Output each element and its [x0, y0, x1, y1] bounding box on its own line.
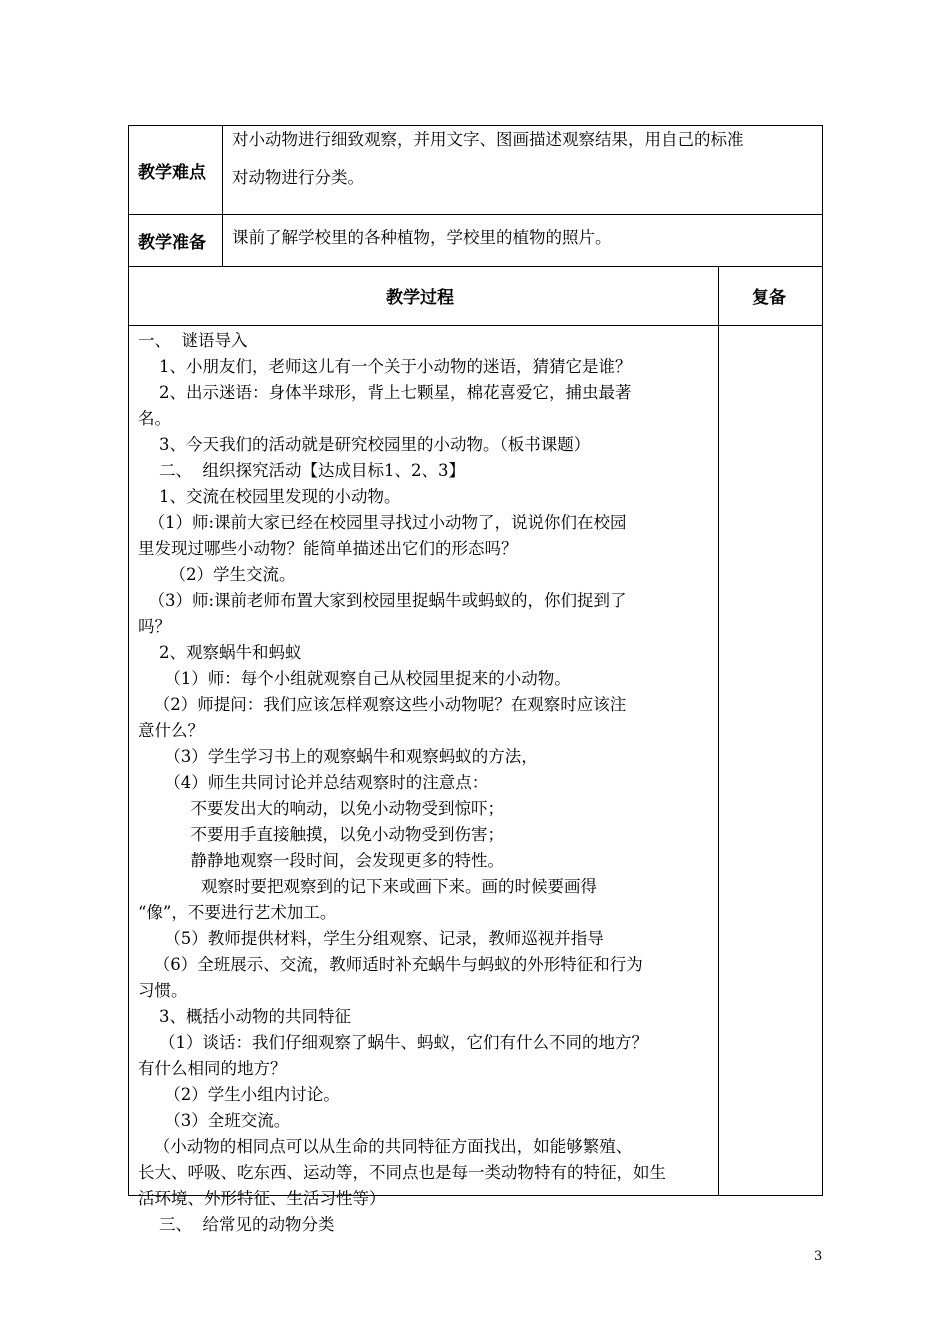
process-line: “像”，不要进行艺术加工。: [138, 903, 337, 922]
process-line: 1、小朋友们，老师这儿有一个关于小动物的迷语，猜猜它是谁？: [138, 357, 632, 376]
process-line: （3）学生学习书上的观察蜗牛和观察蚂蚁的方法，: [138, 747, 538, 766]
page-number: 3: [814, 1249, 823, 1264]
process-line: 2、观察蜗牛和蚂蚁: [138, 643, 302, 662]
preparation-text: 课前了解学校里的各种植物，学校里的植物的照片。: [232, 228, 612, 247]
process-line: 名。: [138, 409, 171, 428]
process-line: （3）师:课前老师布置大家到校园里捉蜗牛或蚂蚁的，你们捉到了: [138, 591, 627, 610]
process-line: 活环境、外形特征、生活习性等）: [138, 1189, 386, 1208]
difficulty-text-line1: 对小动物进行细致观察，并用文字、图画描述观察结果，用自己的标准: [232, 130, 744, 149]
process-line: 3、今天我们的活动就是研究校园里的小动物。（板书课题）: [138, 435, 591, 454]
process-line: （2）学生交流。: [138, 565, 296, 584]
difficulty-text-line2: 对动物进行分类。: [232, 168, 364, 187]
lesson-table: [128, 125, 823, 1234]
process-line: 观察时要把观察到的记下来或画下来。画的时候要画得: [138, 877, 597, 896]
process-line: （小动物的相同点可以从生命的共同特征方面找出，如能够繁殖、: [138, 1137, 633, 1156]
process-line: （5）教师提供材料，学生分组观察、记录，教师巡视并指导: [138, 929, 604, 948]
process-line: 1、交流在校园里发现的小动物。: [138, 487, 401, 506]
process-line: 一、 谜语导入: [138, 331, 248, 350]
preparation-label: 教学准备: [138, 233, 206, 253]
process-line: 不要发出大的响动，以免小动物受到惊吓；: [138, 799, 504, 818]
process-line: 二、 组织探究活动【达成目标1、2、3】: [138, 461, 465, 480]
review-header: 复备: [752, 288, 786, 308]
process-line: （2）师提问：我们应该怎样观察这些小动物呢？在观察时应该注: [138, 695, 627, 714]
process-line: 里发现过哪些小动物？能简单描述出它们的形态吗？: [138, 539, 518, 558]
process-line: （4）师生共同讨论并总结观察时的注意点：: [138, 773, 489, 792]
process-line: 三、 给常见的动物分类: [138, 1215, 335, 1234]
process-line: 不要用手直接触摸，以免小动物受到伤害；: [138, 825, 504, 844]
process-line: 长大、呼吸、吃东西、运动等，不同点也是每一类动物特有的特征，如生: [138, 1163, 666, 1182]
process-line: 2、出示迷语：身体半球形，背上七颗星，棉花喜爱它，捕虫最著: [138, 383, 632, 402]
difficulty-label: 教学难点: [138, 163, 206, 183]
process-line: 有什么相同的地方？: [138, 1059, 287, 1078]
process-line: （3）全班交流。: [138, 1111, 291, 1130]
process-line: （1）谈话：我们仔细观察了蜗牛、蚂蚁，它们有什么不同的地方？: [138, 1033, 648, 1052]
process-line: （1）师：每个小组就观察自己从校园里捉来的小动物。: [138, 669, 571, 688]
process-header: 教学过程: [386, 288, 454, 308]
process-line: 吗？: [138, 617, 171, 636]
process-line: （6）全班展示、交流，教师适时补充蜗牛与蚂蚁的外形特征和行为: [138, 955, 643, 974]
process-line: 静静地观察一段时间，会发现更多的特性。: [138, 851, 504, 870]
process-line: （1）师:课前大家已经在校园里寻找过小动物了，说说你们在校园: [138, 513, 627, 532]
process-line: 习惯。: [138, 981, 188, 1000]
process-line: （2）学生小组内讨论。: [138, 1085, 340, 1104]
process-content: [138, 328, 718, 1238]
process-line: 3、概括小动物的共同特征: [138, 1007, 351, 1026]
process-line: 意什么？: [138, 721, 204, 740]
